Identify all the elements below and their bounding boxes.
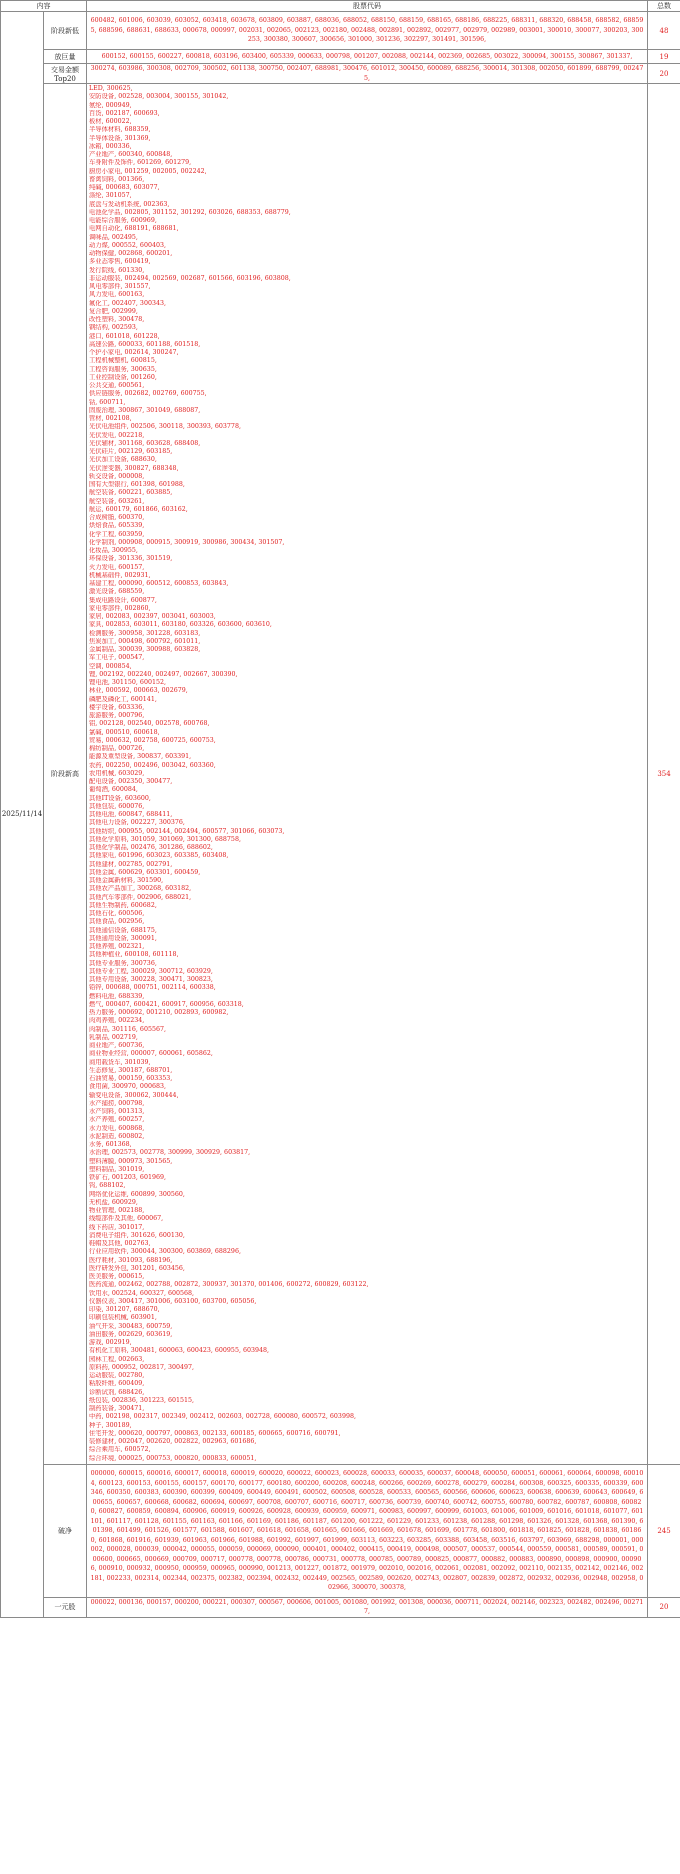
industry-line: 合成树脂, 600370,: [89, 514, 145, 521]
industry-line: 旅游服务, 000796,: [89, 712, 145, 719]
industry-line: 铝, 002128, 002540, 002578, 600768,: [89, 720, 210, 728]
industry-line: 光伏加工设备, 688630,: [89, 456, 157, 464]
industry-line: LED, 300625,: [89, 85, 133, 92]
industry-line: 住宅开发, 000620, 000797, 000863, 002133, 600185, 600665, 600716, 600791,: [89, 1429, 341, 1437]
stock-codes: 300274, 603986, 300308, 002709, 300502, 601138, 300750, 002407, 688981, 300476, 601012, 300450, 600089, 688256, 300014, 301308, 002050, 601899, 688799, 002475,: [87, 64, 648, 84]
industry-line: 工程咨询服务, 300635,: [89, 365, 157, 373]
industry-line: 集成电路设计, 600877,: [89, 596, 157, 604]
industry-line: 印刷包装机械, 603901,: [89, 1314, 157, 1322]
industry-line: 光伏逆变器, 300827, 688348,: [89, 464, 179, 472]
industry-line: 农药, 002250, 002496, 003042, 603360,: [89, 761, 216, 769]
industry-line: 商用载货车, 301039,: [89, 1058, 151, 1066]
industry-line: 环保设备, 301336, 301519,: [89, 555, 173, 563]
header-content: 内容: [1, 1, 87, 12]
industry-line: 综合环境, 000025, 000753, 000820, 000833, 600051,: [89, 1454, 257, 1462]
industry-line: 烘焙食品, 605339,: [89, 522, 145, 530]
total-count: 245: [648, 1464, 680, 1597]
industry-line: 电池化学品, 002805, 301152, 301292, 603026, 688353, 688779,: [89, 208, 291, 216]
industry-line: 其他生物制药, 600682,: [89, 901, 157, 909]
industry-line: 车身附件及饰件, 601269, 601279,: [89, 159, 192, 167]
category-label: 放巨量: [44, 50, 87, 64]
industry-line: 畜禽饲料, 001366,: [89, 175, 145, 183]
industry-line: 复合肥, 002999,: [89, 307, 138, 315]
industry-line: 鞋帽及其他, 002763,: [89, 1240, 151, 1247]
total-count: 354: [648, 84, 680, 1465]
category-label: 阶段新高: [44, 84, 87, 1465]
industry-line: 楼宇设备, 603336,: [89, 703, 145, 711]
industry-line: 纸包装, 002836, 301223, 601515,: [89, 1396, 195, 1404]
industry-line: 医药流通, 002462, 002788, 002872, 300937, 301370, 001406, 600272, 600829, 603122,: [89, 1281, 369, 1289]
category-label: 一元股: [44, 1597, 87, 1617]
total-count: 20: [648, 1597, 680, 1617]
industry-line: 军工电子, 000547,: [89, 654, 145, 662]
industry-line: 印染, 301207, 688670,: [89, 1306, 160, 1313]
industry-line: 个护小家电, 002614, 300247,: [89, 349, 179, 356]
industry-line: 化学工程, 603959,: [89, 530, 145, 538]
industry-line: 光伏电池组件, 002506, 300118, 300393, 603778,: [89, 423, 241, 431]
industry-line: 板材, 600022,: [89, 118, 132, 125]
industry-line: 其他IT设备, 603600,: [89, 794, 151, 802]
industry-line: 钨, 688102,: [89, 1182, 126, 1190]
industry-line: 半导体材料, 688359,: [89, 126, 151, 134]
industry-line: 农用机械, 603029,: [89, 769, 145, 777]
stock-codes: 600152, 600155, 600227, 600818, 603196, 603400, 605339, 000633, 000798, 001207, 002088, 002144, 002369, 002685, 003022, 300094, 300155, 300867, 301337,: [87, 50, 648, 64]
industry-line: 水泥制造, 600802,: [89, 1132, 145, 1140]
industry-line: 其他家电, 601996, 603023, 603385, 603408,: [89, 852, 229, 860]
industry-line: 家电零部件, 002860,: [89, 604, 151, 612]
industry-line: 金属制品, 300039, 300988, 603828,: [89, 646, 201, 653]
industry-line: 综合乘用车, 600572,: [89, 1446, 151, 1454]
industry-line: 燃料电池, 688339,: [89, 992, 145, 1000]
industry-line: 棉纺制品, 000726,: [89, 745, 145, 752]
industry-line: 铁矿石, 001203, 601969,: [89, 1174, 166, 1181]
industry-line: 其他包装, 600076,: [89, 802, 145, 810]
industry-line: 其他专用设备, 300228, 300471, 300823,: [89, 976, 213, 983]
industry-line: 游戏, 002919,: [89, 1339, 132, 1346]
category-label: 破净: [44, 1464, 87, 1597]
industry-line: 基建工程, 000090, 600512, 600853, 603843,: [89, 580, 229, 587]
industry-line: 纯碱, 000683, 603077,: [89, 184, 160, 191]
industry-line: 水务, 601368,: [89, 1141, 132, 1148]
industry-line: 钴, 600711,: [89, 398, 126, 406]
industry-line: 高速公路, 600033, 601188, 601518,: [89, 340, 201, 348]
industry-line: 其他汽车零部件, 002906, 688021,: [89, 893, 192, 901]
industry-line: 其他化学制品, 002476, 301286, 688602,: [89, 844, 213, 851]
industry-line: 动物保健, 002868, 600201,: [89, 250, 173, 257]
category-label: 交易金额Top20: [44, 64, 87, 84]
industry-line: 热力服务, 000692, 001210, 002893, 600982,: [89, 1009, 229, 1016]
industry-line: 诊断试剂, 688426,: [89, 1388, 145, 1396]
industry-line: 非运动服装, 002494, 002569, 002687, 601566, 603196, 603808,: [89, 274, 291, 282]
industry-line: 冰箱, 000336,: [89, 142, 132, 150]
industry-line: 机械基础件, 002931,: [89, 571, 151, 579]
industry-line: 铅锌, 000688, 000751, 002114, 600338,: [89, 984, 216, 992]
industry-line: 石油贸易, 000159, 603353,: [89, 1075, 173, 1082]
header-stock-codes: 股票代码: [87, 1, 648, 12]
industry-line: 林业, 000592, 000663, 002679,: [89, 687, 188, 695]
industry-line: 氟化工, 002407, 300343,: [89, 299, 166, 307]
header-total: 总数: [648, 1, 680, 12]
industry-line: 水力发电, 600868,: [89, 1124, 145, 1132]
industry-line: 医疗耗材, 301093, 688196,: [89, 1256, 173, 1264]
row-below-book: [1, 1464, 680, 1597]
industry-line: 商业地产, 600736,: [89, 1042, 145, 1049]
industry-line: 其他种植业, 600108, 601118,: [89, 951, 179, 959]
industry-line: 公共交通, 600561,: [89, 382, 145, 389]
industry-line: 电网自动化, 688191, 688681,: [89, 225, 179, 233]
industry-line: 钢结构, 002593,: [89, 324, 138, 332]
industry-line: 消费电子组件, 301626, 600130,: [89, 1231, 185, 1239]
industry-line: 线缆部件及其他, 600067,: [89, 1215, 164, 1223]
industry-line: 配电设备, 002350, 300477,: [89, 778, 173, 785]
industry-line: 其他金属, 600629, 603301, 600459,: [89, 868, 201, 876]
industry-line: 其他专业工程, 300029, 300712, 603929,: [89, 967, 213, 975]
industry-line: 医疗研发外包, 301201, 603456,: [89, 1264, 185, 1272]
total-count: 48: [648, 12, 680, 50]
row-turnover-top20: [1, 64, 680, 84]
industry-line: 装修建材, 002047, 002620, 002822, 002963, 601686,: [89, 1438, 257, 1445]
industry-line: 制药装备, 300471,: [89, 1405, 145, 1412]
industry-line: 饮用水, 002524, 600327, 600568,: [89, 1289, 195, 1297]
industry-line: 工业控制设备, 001260,: [89, 373, 157, 381]
industry-line: 航空装备, 600221, 603885,: [89, 489, 173, 497]
total-count: 20: [648, 64, 680, 84]
industry-line: 贸易, 000632, 002758, 600725, 600753,: [89, 736, 216, 744]
industry-line: 水产捕捞, 000798,: [89, 1099, 145, 1107]
industry-line: 商业物业经营, 000007, 600061, 605862,: [89, 1050, 213, 1058]
industry-line: 油田服务, 002629, 603619,: [89, 1330, 173, 1338]
industry-line: 葡萄酒, 600084,: [89, 786, 138, 794]
industry-line: 航运, 600179, 601866, 603162,: [89, 505, 188, 513]
row-stage-high: [1, 84, 680, 1465]
industry-line: 其他建材, 002785, 002791,: [89, 860, 173, 868]
row-stage-low: [1, 12, 680, 50]
industry-line: 水产养殖, 600257,: [89, 1116, 145, 1124]
date-cell: 2025/11/14: [1, 12, 44, 1618]
industry-line: 轨交设备, 000008,: [89, 472, 145, 480]
industry-line: 国有大型银行, 601398, 601988,: [89, 481, 185, 488]
industry-line: 肉制品, 301116, 605567,: [89, 1025, 166, 1033]
industry-line: 其他养殖, 002321,: [89, 943, 145, 950]
industry-line: 水产饲料, 001313,: [89, 1108, 145, 1115]
industry-line: 肉鸡养殖, 002234,: [89, 1017, 145, 1025]
industry-line: 其他石化, 600506,: [89, 910, 145, 917]
industry-line: 水治理, 002573, 002778, 300999, 300929, 603817,: [89, 1149, 251, 1157]
industry-line: 种子, 300189,: [89, 1421, 132, 1429]
industry-line: 光伏硅片, 002129, 603185,: [89, 448, 173, 455]
industry-line: 粘胶纤维, 600409,: [89, 1380, 145, 1388]
industry-line: 多业态零售, 600419,: [89, 258, 151, 266]
industry-line: 固废治理, 300867, 301049, 688087,: [89, 406, 201, 414]
industry-line: 百货, 002187, 600693,: [89, 109, 160, 117]
industry-line: 其他通用设备, 300091,: [89, 934, 157, 942]
industry-line: 动力煤, 000552, 600403,: [89, 241, 166, 249]
industry-line: 锂, 002192, 002240, 002497, 002667, 300390,: [89, 670, 238, 678]
industry-line: 线下药店, 301017,: [89, 1223, 145, 1231]
industry-line: 家具, 002853, 603011, 603180, 603326, 603600, 603610,: [89, 621, 272, 629]
industry-line: 光伏辅材, 301168, 603628, 688408,: [89, 439, 201, 447]
industry-line: 厨房小家电, 001259, 002005, 002242,: [89, 167, 207, 175]
industry-line: 产业地产, 600340, 600848,: [89, 151, 173, 158]
industry-line: 其他专业服务, 300736,: [89, 959, 157, 967]
total-count: 19: [648, 50, 680, 64]
industry-line: 输变电设备, 300062, 300444,: [89, 1091, 179, 1099]
industry-line: 改性塑料, 300478,: [89, 316, 145, 323]
industry-line: 仪器仪表, 300417, 301006, 603100, 603700, 605056,: [89, 1297, 257, 1305]
industry-line: 涤纶, 301057,: [89, 192, 132, 200]
industry-line: 风力发电, 600163,: [89, 291, 145, 299]
industry-line: 风电零部件, 301557,: [89, 283, 151, 290]
industry-line: 医美服务, 000615,: [89, 1273, 145, 1280]
industry-line: 光伏发电, 002218,: [89, 431, 145, 439]
industry-line: 空调, 000854,: [89, 662, 132, 670]
industry-line: 中药, 002198, 002317, 002349, 002412, 002603, 002728, 600080, 600572, 603998,: [89, 1413, 356, 1421]
stock-codes: 600482, 601006, 603039, 603052, 603418, 603678, 603809, 603887, 688036, 688052, 688150, 688159, 688165, 688186, 688225, 688311, 688320, 688458, 688582, 688595, 688596, 688631, 688633, 000678, 000997, 002031, 002065, 002123, 002180, 002488, 002891, 002892, 002977, 002979, 002989, 003001, 300010, 300077, 300203, 300253, 300380, 300607, 300656, 301000, 301236, 302297, 301491, 301596,: [87, 12, 648, 50]
industry-line: 航空装备, 603261,: [89, 497, 145, 505]
industry-line: 锂电池, 301150, 600152,: [89, 679, 166, 686]
industry-line: 焦炭加工, 000498, 600792, 601011,: [89, 637, 201, 645]
header-row: [1, 1, 680, 12]
industry-line: 油气开采, 300483, 600759,: [89, 1322, 173, 1330]
industry-line: 有机化工原料, 300481, 600063, 600423, 600955, 603948,: [89, 1347, 269, 1355]
industry-line: 其他化学原料, 301059, 301069, 301300, 688758,: [89, 835, 241, 843]
industry-line: 园林工程, 002663,: [89, 1355, 145, 1363]
industry-line: 安防设备, 002528, 003004, 300155, 301042,: [89, 93, 229, 101]
industry-line: 管材, 002108,: [89, 415, 132, 422]
industry-line: 乳制品, 002719,: [89, 1033, 138, 1041]
industry-line: 塑料薄膜, 000973, 301565,: [89, 1157, 173, 1165]
industry-line: 其他电力设备, 002227, 300376,: [89, 819, 185, 827]
industry-line: 行业应用软件, 300044, 300300, 603869, 688296,: [89, 1248, 241, 1256]
row-huge-volume: [1, 50, 680, 64]
stock-codes: 000022, 000136, 000157, 000200, 000221, 000307, 000567, 000606, 001005, 001080, 001992, 001308, 000036, 000711, 002024, 002146, 002323, 002482, 002496, 002717,: [87, 1597, 648, 1617]
industry-line: 氯碱, 000510, 600618,: [89, 728, 160, 736]
industry-line: 生态修复, 300187, 688701,: [89, 1066, 173, 1074]
industry-line: 能源及重型设备, 300837, 603391,: [89, 753, 192, 761]
industry-line: 原料药, 000952, 002817, 300497,: [89, 1363, 195, 1371]
industry-line: 其他农产品加工, 300268, 603182,: [89, 885, 192, 893]
industry-line: 氨纶, 000949,: [89, 101, 132, 109]
industry-line: 食用菌, 300970, 000683,: [89, 1083, 166, 1091]
industry-line: 无机盐, 600929,: [89, 1198, 138, 1206]
industry-line: 网络优化运维, 600899, 300560,: [89, 1190, 185, 1198]
industry-line: 化妆品, 300955,: [89, 547, 138, 554]
industry-line: 港口, 601018, 601228,: [89, 332, 160, 340]
industry-line: 激光设备, 688559,: [89, 588, 145, 596]
industry-line: 调味品, 002495,: [89, 233, 138, 241]
industry-line: 火力发电, 600157,: [89, 563, 145, 571]
industry-line: 家居, 002083, 002397, 003041, 603003,: [89, 613, 216, 620]
industry-list: [87, 84, 648, 1465]
industry-line: 运动服装, 002780,: [89, 1372, 145, 1379]
industry-line: 工程机械整机, 600815,: [89, 357, 157, 365]
category-label: 阶段新低: [44, 12, 87, 50]
industry-line: 其他电池, 600847, 688411,: [89, 811, 173, 818]
industry-line: 底盘与发动机系统, 002363,: [89, 200, 170, 208]
industry-line: 其他金属新材料, 301590,: [89, 877, 164, 884]
industry-line: 其他通信设备, 688175,: [89, 926, 157, 934]
industry-line: 其他纺织, 000955, 002144, 002494, 600577, 301066, 603073,: [89, 827, 285, 835]
row-one-yuan-stock: [1, 1597, 680, 1617]
industry-line: 检测服务, 300958, 301228, 603183,: [89, 629, 201, 637]
industry-line: 发行院线, 601330,: [89, 266, 145, 274]
industry-line: 供应链服务, 002682, 002769, 600755,: [89, 390, 207, 398]
industry-line: 半导体设备, 301369,: [89, 134, 151, 142]
stock-codes: 000000, 600015, 600016, 600017, 600018, 600019, 600020, 600022, 600023, 600028, 600033, 600035, 600037, 600048, 600050, 600051, 600061, 600064, 600098, 600104, 600123, 600153, 600155, 600157, 600170, 600177, 600180, 600200, 600208, 600248, 600266, 600269, 600278, 600279, 600284, 600308, 600325, 600335, 600339, 600346, 600350, 600383, 600390, 600399, 600409, 600449, 600491, 600502, 600508, 600528, 600533, 600565, 600566, 600606, 600623, 600638, 600639, 600643, 600649, 600655, 600657, 600668, 600682, 600694, 600697, 600708, 600707, 600716, 600717, 600736, 600739, 600740, 600742, 600755, 600780, 600782, 600787, 600808, 600820, 600827, 600859, 600894, 600906, 600919, 600926, 600928, 600939, 600959, 600971, 600983, 600997, 600999, 601003, 601006, 601009, 601016, 601018, 601077, 601101, 601117, 601128, 601155, 601163, 601166, 601169, 601186, 601187, 601200, 601222, 601229, 601233, 601238, 601288, 601298, 601326, 601328, 601368, 601390, 601398, 601499, 601526, 601577, 601588, 601607, 601618, 601658, 601665, 601666, 601669, 601678, 601699, 601778, 601800, 601818, 601825, 601828, 601838, 601860, 601868, 601916, 601939, 601963, 601966, 601988, 601992, 601997, 601999, 603113, 603223, 603285, 603388, 603458, 603516, 603797, 603969, 688298, 000001, 000002, 000028, 000039, 000042, 000055, 000059, 000069, 000090, 000401, 000402, 000415, 000419, 000498, 000507, 000537, 000544, 000559, 000581, 000589, 000591, 000600, 000665, 000669, 000709, 000717, 000778, 000778, 000786, 000731, 000778, 000785, 000789, 000825, 000877, 000882, 000883, 000890, 000898, 000900, 000906, 000910, 000932, 000950, 000959, 000965, 000990, 001213, 001227, 001872, 001979, 002010, 002016, 002061, 002081, 002092, 002110, 002135, 002142, 002146, 002181, 002233, 002314, 002344, 002375, 002382, 002394, 002432, 002449, 002565, 002589, 002620, 002743, 002807, 002839, 002872, 002932, 002936, 002948, 002958, 002966, 300070, 300378,: [87, 1464, 648, 1597]
industry-line: 磷肥及磷化工, 600141,: [89, 695, 157, 703]
industry-line: 塑料制品, 301019,: [89, 1165, 145, 1173]
industry-line: 其他食品, 002956,: [89, 918, 145, 926]
industry-line: 燃气, 000407, 600421, 600917, 600956, 603318,: [89, 1000, 244, 1008]
industry-line: 物业管理, 002188,: [89, 1207, 145, 1214]
industry-line: 化学制剂, 000908, 000915, 300919, 300986, 300434, 301507,: [89, 538, 285, 546]
industry-line: 电能综合服务, 600969,: [89, 217, 157, 224]
